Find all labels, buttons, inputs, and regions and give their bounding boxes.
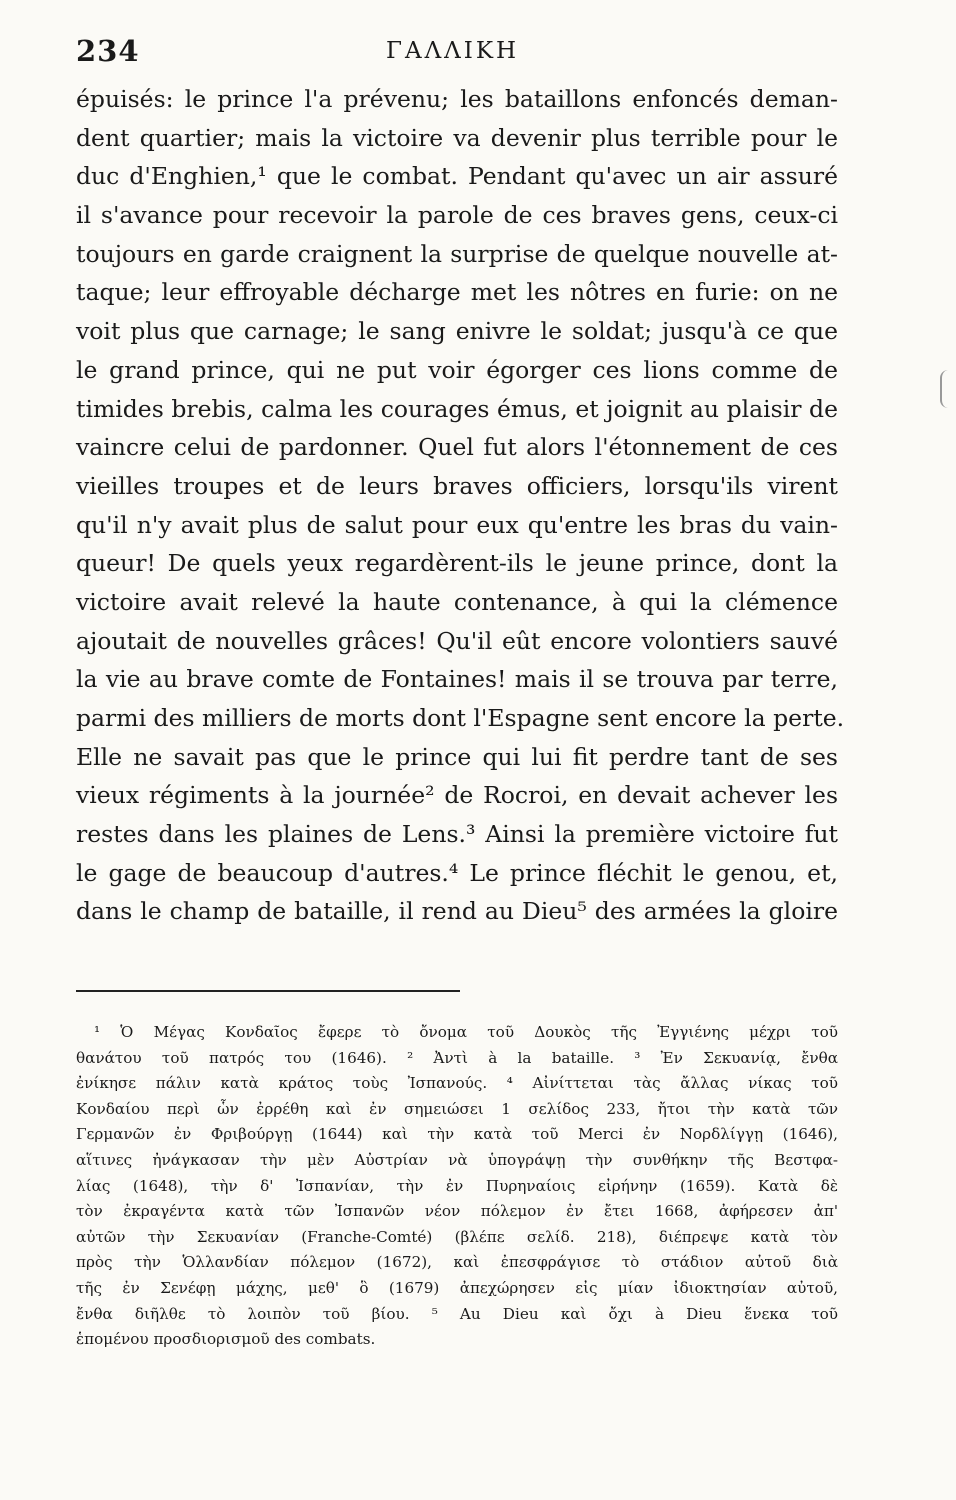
footnote-line: θανάτου τοῦ πατρός του (1646). ² Ἀντὶ à la bataille. ³ Ἐν Σεκυανίᾳ, ἔνθα — [76, 1048, 838, 1067]
page-number: 234 — [76, 34, 140, 68]
text-line: toujours en garde craignent la surprise de quelque nouvelle at- — [76, 239, 838, 268]
footnote-line: ¹ Ὁ Μέγας Κονδαῖος ἔφερε τὸ ὄνομα τοῦ Δουκὸς τῆς Ἐγγιένης μέχρι τοῦ — [94, 1023, 838, 1041]
footnote-line: Γερμανῶν ἐν Φριβούργῃ (1644) καὶ τὴν κατὰ τοῦ Merci ἐν Νορδλίγγῃ (1646), — [76, 1125, 838, 1144]
text-line: le grand prince, qui ne put voir égorger ces lions comme de — [76, 355, 838, 384]
text-line: taque; leur effroyable décharge met les nôtres en furie: on ne — [76, 278, 838, 307]
main-text — [76, 80, 845, 931]
text-line: épuisés: le prince l'a prévenu; les bataillons enfoncés deman- — [76, 85, 838, 113]
page-edge-mark — [940, 370, 950, 408]
text-line: le gage de beaucoup d'autres.⁴ Le prince fléchit le genou, et, — [76, 858, 838, 887]
footnote-line: ἑπομένου προσδιορισμοῦ des combats. — [76, 1330, 376, 1349]
running-head: ΓΑΛΛΙΚΗ — [386, 38, 520, 64]
text-line: ajoutait de nouvelles grâces! Qu'il eût encore volontiers sauvé — [76, 626, 838, 655]
footnote-line: ἐνίκησε πάλιν κατὰ κράτος τοὺς Ἰσπανούς. ⁴ Αἰνίττεται τὰς ἄλλας νίκας τοῦ — [76, 1074, 838, 1093]
text-line: restes dans les plaines de Lens.³ Ainsi la première victoire fut — [76, 820, 838, 849]
text-line: vaincre celui de pardonner. Quel fut alors l'étonnement de ces — [76, 433, 838, 462]
footnote-line: Κονδαίου περὶ ὧν ἐρρέθη καὶ ἐν σημειώσει 1 σελίδος 233, ἤτοι τὴν κατὰ τῶν — [76, 1099, 838, 1118]
text-line: vieilles troupes et de leurs braves officiers, lorsqu'ils virent — [76, 471, 838, 500]
text-line: duc d'Enghien,¹ que le combat. Pendant qu'avec un air assuré — [76, 162, 838, 191]
footnote-line: πρὸς τὴν Ὁλλανδίαν πόλεμον (1672), καὶ ἐπεσφράγισε τὸ στάδιον αὐτοῦ διὰ — [76, 1253, 838, 1272]
footnote-line: αὐτῶν τὴν Σεκυανίαν (Franche-Comté) (βλέπε σελίδ. 218), διέπρεψε κατὰ τὸν — [76, 1227, 838, 1246]
text-line: dans le champ de bataille, il rend au Dieu⁵ des armées la gloire — [76, 897, 838, 926]
page-header — [76, 34, 838, 74]
text-line: dent quartier; mais la victoire va devenir plus terrible pour le — [76, 123, 838, 152]
footnote-line: τὸν ἐκραγέντα κατὰ τῶν Ἰσπανῶν νέον πόλεμον ἐν ἔτει 1668, ἀφήρεσεν ἀπ' — [76, 1202, 838, 1221]
text-line: parmi des milliers de morts dont l'Espagne sent encore la perte. — [76, 704, 845, 732]
text-line: timides brebis, calma les courages émus, et joignit au plaisir de — [76, 394, 838, 423]
footnote-rule — [76, 990, 460, 992]
text-line: vieux régiments à la journée² de Rocroi, en devait achever les — [76, 781, 838, 810]
footnotes — [76, 1020, 838, 1353]
footnote-line: λίας (1648), τὴν δ' Ἰσπανίαν, τὴν ἐν Πυρηναίοις εἰρήνην (1659). Κατὰ δὲ — [76, 1176, 838, 1195]
text-line: la vie au brave comte de Fontaines! mais il se trouva par terre, — [76, 665, 838, 694]
footnote-line: ἔνθα διῆλθε τὸ λοιπὸν τοῦ βίου. ⁵ Au Dieu καὶ ὄχι à Dieu ἕνεκα τοῦ — [76, 1304, 838, 1323]
footnote-line: τῆς ἐν Σενέφῃ μάχης, μεθ' ὃ (1679) ἀπεχώρησεν εἰς μίαν ἰδιοκτησίαν αὐτοῦ, — [76, 1278, 838, 1297]
text-line: il s'avance pour recevoir la parole de ces braves gens, ceux-ci — [76, 201, 838, 230]
text-line: qu'il n'y avait plus de salut pour eux qu'entre les bras du vain- — [76, 510, 838, 539]
footnote-line: αἵτινες ἠνάγκασαν τὴν μὲν Αὐστρίαν νὰ ὑπογράψῃ τὴν συνθήκην τῆς Βεστφα- — [76, 1150, 838, 1169]
text-line: voit plus que carnage; le sang enivre le soldat; jusqu'à ce que — [76, 317, 838, 346]
text-line: Elle ne savait pas que le prince qui lui fit perdre tant de ses — [76, 742, 838, 771]
book-page — [76, 0, 845, 1500]
text-line: victoire avait relevé la haute contenance, à qui la clémence — [76, 587, 838, 616]
text-line: queur! De quels yeux regardèrent-ils le jeune prince, dont la — [76, 549, 838, 578]
